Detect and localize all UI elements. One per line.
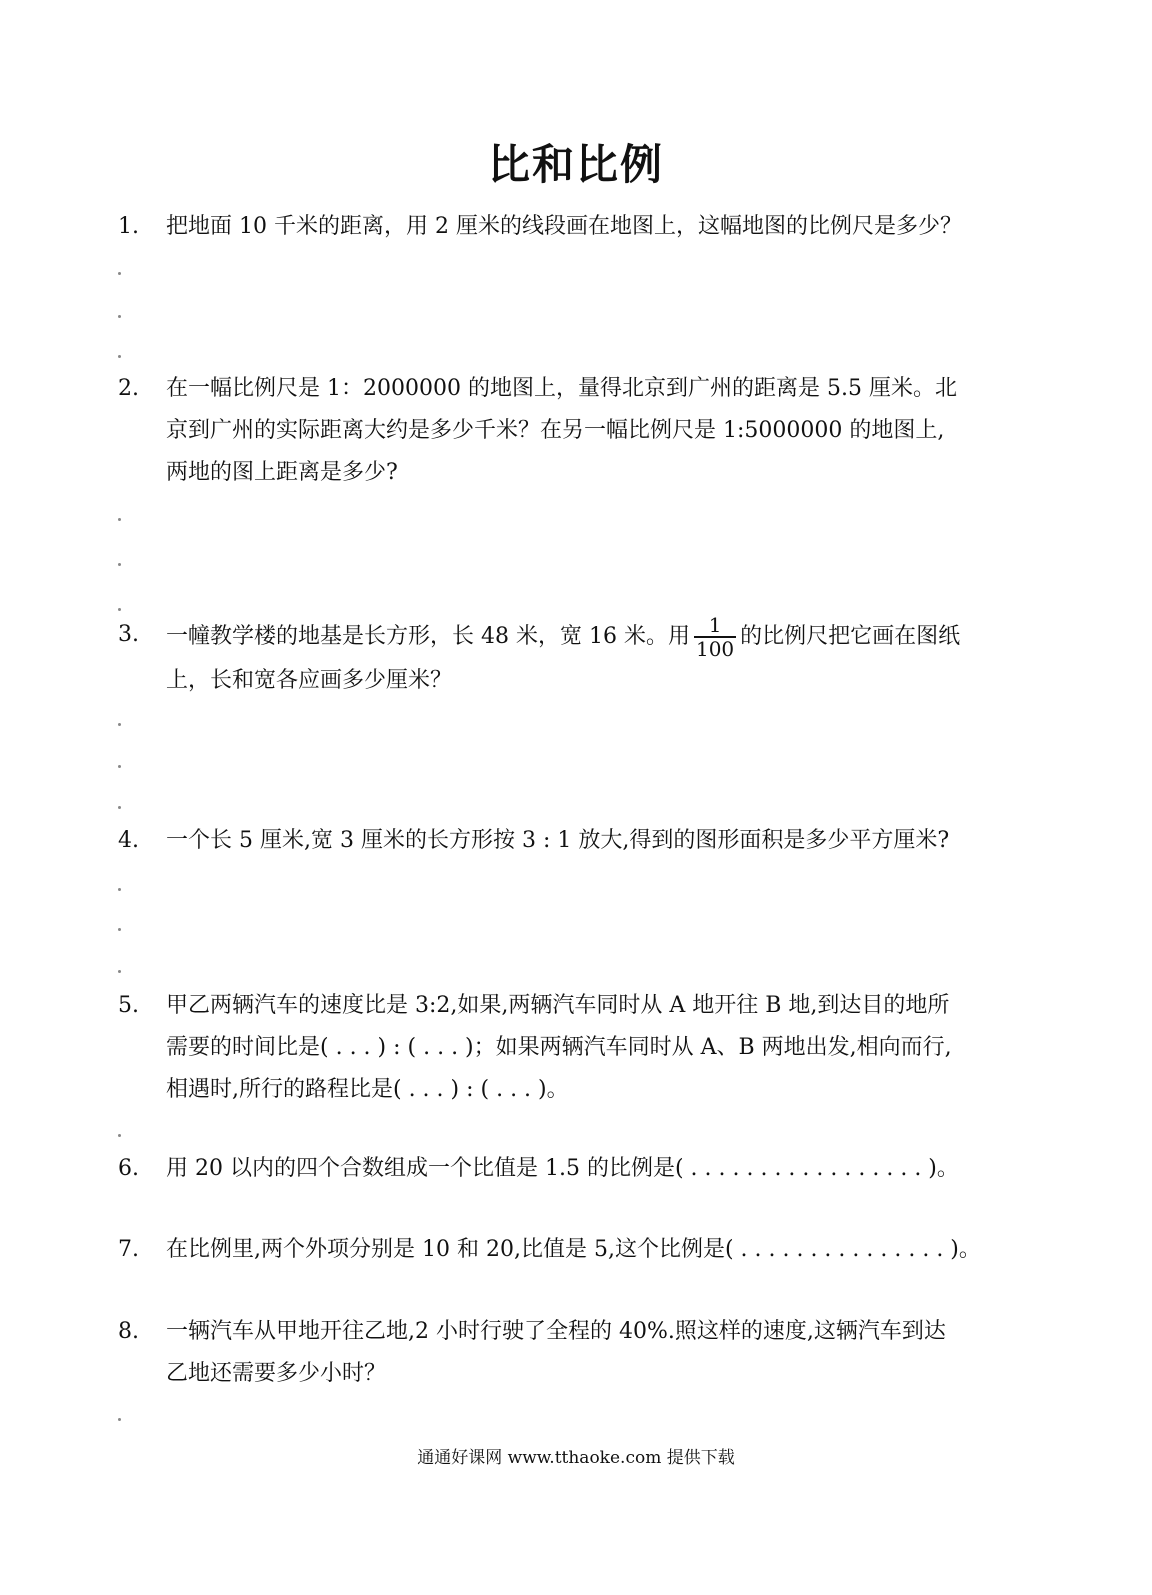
question-text-line: 两地的图上距离是多少?	[166, 460, 398, 485]
question-7	[118, 1229, 1028, 1271]
question-text-line: 在一幅比例尺是 1：2000000 的地图上，量得北京到广州的距离是 5.5 厘米。北	[166, 376, 957, 401]
scale-fraction	[694, 614, 736, 660]
answer-space-marker	[118, 928, 121, 931]
question-number: 2.	[118, 376, 139, 401]
question-text-line	[166, 614, 1028, 660]
question-text-line: 乙地还需要多少小时？	[166, 1361, 387, 1386]
question-number: 3.	[118, 622, 139, 647]
question-8	[118, 1311, 1028, 1395]
answer-space-marker	[118, 518, 121, 521]
question-number: 4.	[118, 828, 139, 853]
question-text-line: 相遇时,所行的路程比是( . . . ) : ( . . . )。	[166, 1077, 569, 1102]
question-text-line: 需要的时间比是( . . . ) : ( . . . )；如果两辆汽车同时从 A、B 两地出发,相向而行,	[166, 1035, 952, 1060]
answer-space-marker	[118, 806, 121, 809]
answer-space-marker	[118, 315, 121, 318]
answer-space-marker	[118, 888, 121, 891]
question-text: 的比例尺把它画在图纸	[740, 624, 961, 649]
page-footer: 通通好课网 www.tthaoke.com 提供下载	[417, 1448, 735, 1468]
answer-space-marker	[118, 563, 121, 566]
question-number: 8.	[118, 1319, 139, 1344]
question-text-line: 上，长和宽各应画多少厘米？	[166, 668, 453, 693]
answer-space-marker	[118, 970, 121, 973]
answer-space-marker	[118, 765, 121, 768]
answer-space-marker	[118, 272, 121, 275]
answer-space-marker	[118, 1418, 121, 1421]
fraction-numerator: 1	[694, 614, 736, 638]
question-6	[118, 1148, 1028, 1190]
question-number: 5.	[118, 993, 139, 1018]
question-text: 一个长 5 厘米,宽 3 厘米的长方形按 3 : 1 放大,得到的图形面积是多少平方厘米?	[166, 828, 950, 853]
question-2	[118, 368, 1028, 494]
question-number: 7.	[118, 1237, 139, 1262]
answer-space-marker	[118, 355, 121, 358]
question-text: 在比例里,两个外项分别是 10 和 20,比值是 5,这个比例是( . . . . . . . . . . . . . . . )。	[166, 1237, 981, 1262]
question-5	[118, 985, 1028, 1111]
question-text-line: 一辆汽车从甲地开往乙地,2 小时行驶了全程的 40%.照这样的速度,这辆汽车到达	[166, 1319, 946, 1344]
question-number: 1.	[118, 214, 139, 239]
question-text-line: 京到广州的实际距离大约是多少千米？在另一幅比例尺是 1:5000000 的地图上,	[166, 418, 945, 443]
question-text: 一幢教学楼的地基是长方形，长 48 米，宽 16 米。用	[166, 624, 690, 649]
page-title: 比和比例	[487, 140, 664, 189]
question-number: 6.	[118, 1156, 139, 1181]
question-3	[118, 614, 1028, 702]
question-1	[118, 206, 1028, 248]
question-text-line: 甲乙两辆汽车的速度比是 3:2,如果,两辆汽车同时从 A 地开往 B 地,到达目的地所	[166, 993, 950, 1018]
question-text: 把地面 10 千米的距离，用 2 厘米的线段画在地图上，这幅地图的比例尺是多少？	[166, 214, 962, 239]
answer-space-marker	[118, 1134, 121, 1137]
question-text: 用 20 以内的四个合数组成一个比值是 1.5 的比例是( . . . . . . . . . . . . . . . . . )。	[166, 1156, 959, 1181]
fraction-denominator: 100	[695, 637, 735, 661]
answer-space-marker	[118, 723, 121, 726]
answer-space-marker	[118, 608, 121, 611]
question-4	[118, 820, 1028, 862]
